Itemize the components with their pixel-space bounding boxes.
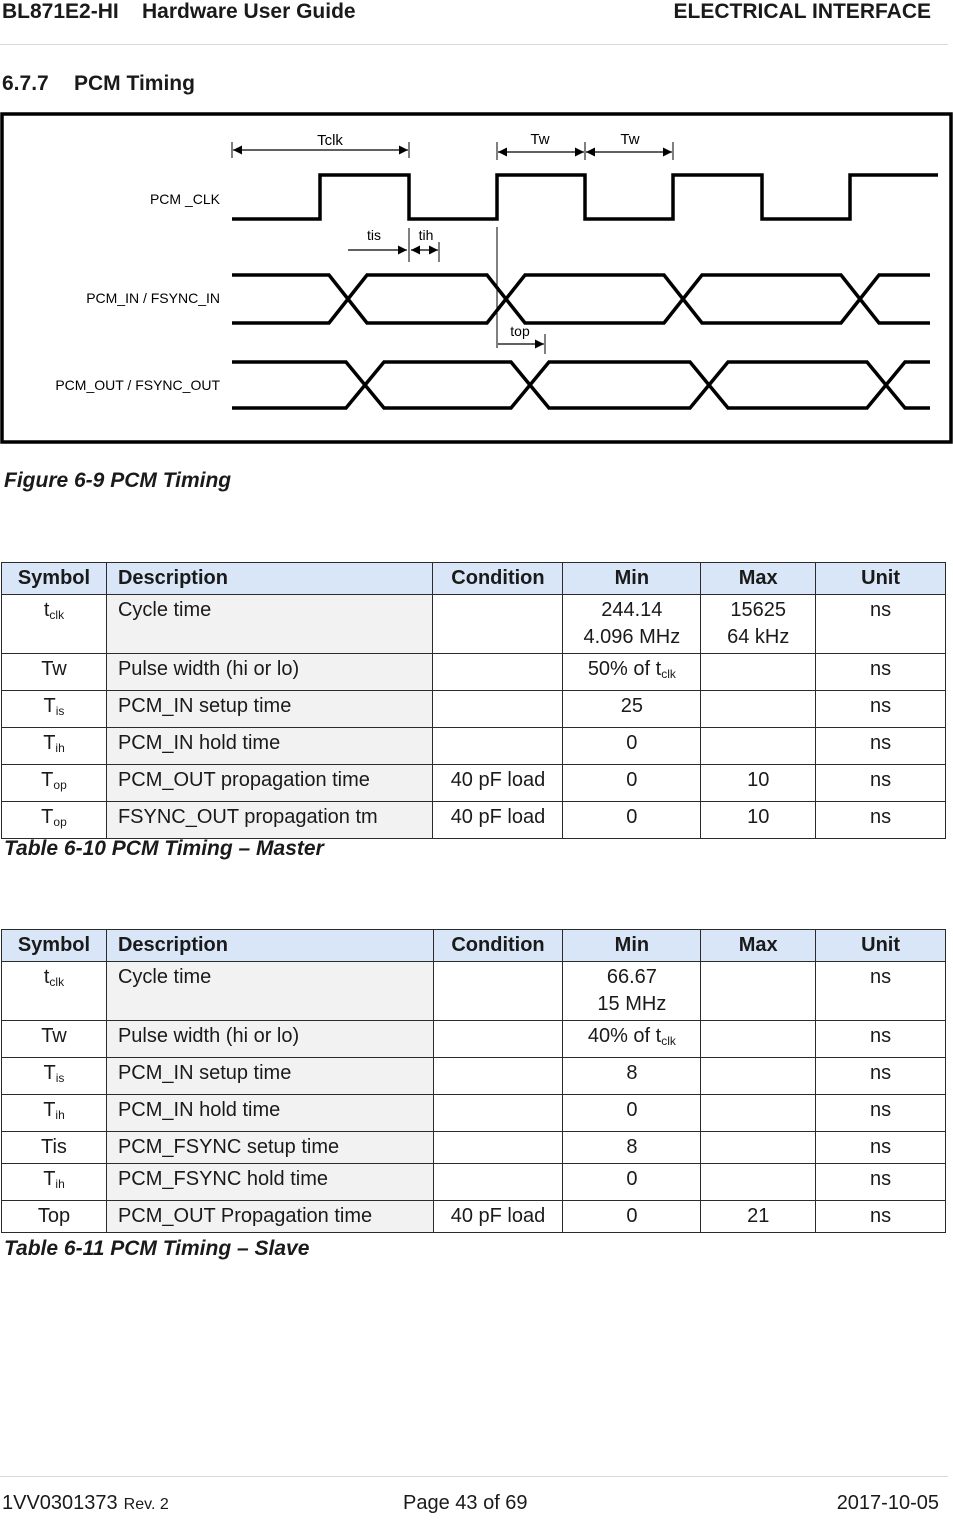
figure-caption: Figure 6-9 PCM Timing (4, 469, 232, 492)
min-value: 0 (626, 1205, 638, 1227)
min-value: 50% of t (587, 658, 662, 680)
cell-max (701, 802, 816, 839)
cell-min (563, 1095, 701, 1132)
cell-max (701, 962, 816, 1021)
pcm-timing-diagram (0, 112, 953, 444)
symbol-subscript: op (53, 778, 67, 792)
max-value: 10 (747, 806, 770, 828)
cell-condition (433, 691, 563, 728)
min-value: 25 (620, 695, 643, 717)
min-value: 0 (626, 806, 638, 828)
cell-condition (433, 962, 563, 1021)
table-row (2, 802, 946, 839)
table-row (2, 654, 946, 691)
cell-symbol (2, 654, 107, 691)
cell-condition: 40 pF load (433, 1201, 563, 1233)
page-number: Page 43 of 69 (403, 1492, 528, 1514)
section-heading (2, 72, 195, 96)
cell-symbol (2, 802, 107, 839)
min-value: 0 (626, 1099, 638, 1121)
cell-description: PCM_IN setup time (106, 1058, 433, 1095)
doc-number: 1VV0301373 (2, 1492, 118, 1514)
cell-description: PCM_FSYNC hold time (106, 1164, 433, 1201)
page-footer (0, 1478, 953, 1526)
min-value: 8 (626, 1136, 638, 1158)
min-value: 0 (626, 732, 638, 754)
cell-description: Cycle time (106, 595, 433, 654)
symbol-text: t (43, 599, 50, 621)
max-value: 15625 (730, 599, 787, 621)
in-signal-label: PCM_IN / FSYNC_IN (86, 290, 220, 306)
cell-max (701, 1095, 816, 1132)
col-max: Max (701, 563, 816, 595)
cell-min (563, 765, 701, 802)
col-max: Max (701, 930, 816, 962)
symbol-text: Tw (41, 1025, 67, 1047)
cell-condition (433, 1132, 563, 1164)
min-value: 40% of t (587, 1025, 662, 1047)
symbol-text: T (43, 1168, 56, 1190)
cell-condition: 40 pF load (433, 765, 563, 802)
cell-symbol (2, 1095, 107, 1132)
cell-symbol (2, 765, 107, 802)
cell-unit: ns (816, 595, 946, 654)
cell-min (563, 1164, 701, 1201)
cell-description: Pulse width (hi or lo) (106, 1021, 433, 1058)
min-value-2: 15 MHz (597, 993, 667, 1015)
top-label: top (510, 323, 530, 339)
col-condition: Condition (433, 563, 563, 595)
doc-id: BL871E2-HI (2, 0, 119, 23)
cell-symbol (2, 1058, 107, 1095)
table-row (2, 962, 946, 1021)
min-value: 0 (626, 769, 638, 791)
table-row (2, 1201, 946, 1233)
section-number: 6.7.7 (2, 72, 49, 95)
tw-label-1: Tw (530, 131, 550, 148)
cell-min (563, 1132, 701, 1164)
cell-symbol (2, 1021, 107, 1058)
symbol-subscript: clk (49, 975, 65, 989)
table-row (2, 728, 946, 765)
cell-max (701, 1058, 816, 1095)
col-unit: Unit (816, 563, 946, 595)
col-condition: Condition (433, 930, 563, 962)
min-subscript: clk (661, 1034, 676, 1048)
cell-condition (433, 595, 563, 654)
cell-unit: ns (816, 1164, 946, 1201)
col-symbol: Symbol (2, 930, 107, 962)
cell-max (701, 1132, 816, 1164)
cell-unit: ns (816, 1132, 946, 1164)
table-row (2, 1058, 946, 1095)
cell-max (701, 1021, 816, 1058)
table-row (2, 1132, 946, 1164)
symbol-text: Top (37, 1205, 71, 1227)
min-value: 0 (626, 1168, 638, 1190)
max-value: 10 (747, 769, 770, 791)
cell-description: Cycle time (106, 962, 433, 1021)
table-body (2, 962, 946, 1233)
cell-min (563, 595, 701, 654)
symbol-subscript: ih (55, 1108, 65, 1122)
cell-symbol (2, 1201, 107, 1233)
col-unit: Unit (816, 930, 946, 962)
col-min: Min (563, 563, 701, 595)
symbol-subscript: op (53, 815, 67, 829)
table-row (2, 1095, 946, 1132)
cell-condition (433, 654, 563, 691)
symbol-text: t (43, 966, 50, 988)
table-row (2, 595, 946, 654)
max-value-2: 64 kHz (727, 626, 790, 648)
symbol-text: T (41, 769, 54, 791)
cell-min (563, 1021, 701, 1058)
table-body (2, 595, 946, 839)
symbol-subscript: is (55, 1071, 65, 1085)
cell-description: Pulse width (hi or lo) (106, 654, 433, 691)
tis-label: tis (367, 227, 381, 243)
cell-unit: ns (816, 728, 946, 765)
min-value: 8 (626, 1062, 638, 1084)
clk-signal-label: PCM _CLK (149, 191, 220, 207)
cell-min (563, 654, 701, 691)
max-value: 21 (747, 1205, 770, 1227)
pcm-timing-slave-table (1, 929, 946, 1233)
doc-title: Hardware User Guide (142, 0, 356, 23)
cell-unit: ns (816, 654, 946, 691)
cell-unit: ns (816, 765, 946, 802)
cell-description: PCM_OUT Propagation time (106, 1201, 433, 1233)
cell-unit: ns (816, 802, 946, 839)
cell-max (701, 728, 816, 765)
min-subscript: clk (661, 667, 676, 681)
cell-description: PCM_IN hold time (106, 1095, 433, 1132)
col-min: Min (563, 930, 701, 962)
symbol-text: T (43, 1062, 56, 1084)
cell-symbol (2, 1164, 107, 1201)
cell-min (563, 691, 701, 728)
doc-date: 2017-10-05 (836, 1492, 939, 1514)
col-description: Description (106, 563, 433, 595)
symbol-subscript: is (55, 704, 65, 718)
cell-description: PCM_IN hold time (106, 728, 433, 765)
tw-label-2: Tw (620, 131, 640, 148)
cell-min (563, 1201, 701, 1233)
cell-min (563, 962, 701, 1021)
table-row (2, 691, 946, 728)
page-header (0, 0, 953, 44)
cell-max (701, 1201, 816, 1233)
cell-max (701, 654, 816, 691)
tclk-label: Tclk (317, 132, 343, 149)
cell-unit: ns (816, 1058, 946, 1095)
cell-symbol (2, 962, 107, 1021)
cell-min (563, 1058, 701, 1095)
section-title: PCM Timing (74, 72, 195, 95)
tih-label: tih (418, 227, 434, 243)
revision: Rev. 2 (123, 1496, 169, 1513)
cell-symbol (2, 728, 107, 765)
cell-symbol (2, 595, 107, 654)
cell-condition (433, 1021, 563, 1058)
table-master-caption: Table 6-10 PCM Timing – Master (4, 837, 324, 860)
cell-max (701, 691, 816, 728)
cell-condition (433, 1058, 563, 1095)
symbol-subscript: clk (49, 608, 65, 622)
symbol-text: T (43, 1099, 56, 1121)
min-value: 66.67 (606, 966, 657, 988)
cell-unit: ns (816, 962, 946, 1021)
table-row (2, 765, 946, 802)
cell-min (563, 728, 701, 765)
col-description: Description (106, 930, 433, 962)
cell-max (701, 595, 816, 654)
pcm-timing-master-table (1, 562, 946, 839)
symbol-text: T (43, 695, 56, 717)
col-symbol: Symbol (2, 563, 107, 595)
cell-description: PCM_OUT propagation time (106, 765, 433, 802)
symbol-text: T (41, 806, 54, 828)
cell-unit: ns (816, 1021, 946, 1058)
min-value: 244.14 (601, 599, 663, 621)
cell-description: PCM_FSYNC setup time (106, 1132, 433, 1164)
table-row (2, 1164, 946, 1201)
table-slave-caption: Table 6-11 PCM Timing – Slave (4, 1237, 310, 1260)
cell-unit: ns (816, 1201, 946, 1233)
cell-unit: ns (816, 691, 946, 728)
cell-condition: 40 pF load (433, 802, 563, 839)
cell-max (701, 765, 816, 802)
symbol-subscript: ih (55, 1177, 65, 1191)
cell-unit: ns (816, 1095, 946, 1132)
table-header-row (2, 930, 946, 962)
cell-condition (433, 728, 563, 765)
cell-description: FSYNC_OUT propagation tm (106, 802, 433, 839)
symbol-text: Tw (41, 658, 67, 680)
header-divider (0, 44, 948, 45)
symbol-subscript: ih (55, 741, 65, 755)
doc-number-block (2, 1492, 169, 1515)
cell-description: PCM_IN setup time (106, 691, 433, 728)
cell-symbol (2, 1132, 107, 1164)
symbol-text: Tis (41, 1136, 67, 1158)
table-row (2, 1021, 946, 1058)
cell-condition (433, 1095, 563, 1132)
min-value-2: 4.096 MHz (583, 626, 681, 648)
cell-min (563, 802, 701, 839)
footer-divider (0, 1476, 948, 1477)
cell-symbol (2, 691, 107, 728)
table-header-row (2, 563, 946, 595)
out-signal-label: PCM_OUT / FSYNC_OUT (55, 377, 220, 393)
cell-condition (433, 1164, 563, 1201)
cell-max (701, 1164, 816, 1201)
symbol-text: T (43, 732, 56, 754)
section-name: ELECTRICAL INTERFACE (673, 0, 931, 23)
